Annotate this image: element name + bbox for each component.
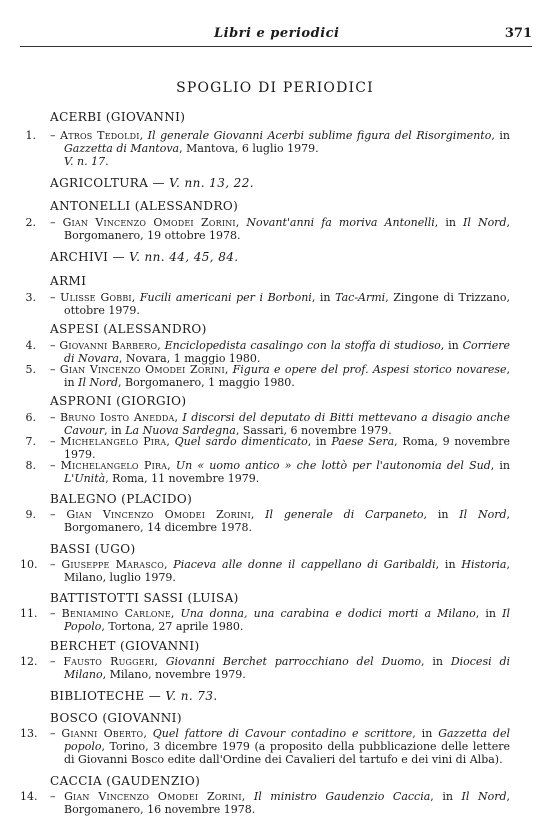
entry-in: , in [475,607,503,620]
entry-in: , in [434,216,464,229]
entry-title: Novant'anni fa moriva Antonelli [246,216,435,229]
entry-journal: Historia [461,558,507,571]
bibliography-entry [20,727,510,766]
entry-title: Fucili americani per i Borboni [139,291,312,304]
entry-author: Michelangelo Pira [60,459,168,472]
entry-in: , in [423,508,460,521]
entry-journal: Il Nord [461,790,507,803]
subject-heading-text: BOSCO (GIOVANNI) [50,711,182,725]
subject-heading [50,542,136,556]
cross-reference: V. n. 73. [165,689,218,703]
entry-journal: Gazzetta di Mantova [64,142,180,155]
entry-author: Gian Vincenzo Omodei Zorini [59,363,225,376]
bibliography-entry [20,459,510,485]
subject-heading [50,176,254,190]
bibliography-entry [20,655,510,681]
entry-author: Gian Vincenzo Omodei Zorini [64,790,242,803]
cross-reference: V. nn. 44, 45, 84. [129,250,239,264]
entry-number: 3. [25,291,36,304]
entry-in: , in [64,363,510,389]
bibliography-entry [20,411,510,437]
header-rule [20,46,532,47]
subject-heading [50,711,182,725]
bibliography-entry [20,291,510,317]
entry-journal: Paese Sera [331,435,395,448]
bibliography-entry [20,558,510,584]
subject-heading [50,774,200,788]
bibliography-entry [20,216,510,242]
entry-author: Bruno Iosto Anedda [59,411,175,424]
cross-reference: V. nn. 13, 22. [169,176,254,190]
subject-heading-text: BIBLIOTECHE — [50,689,166,703]
entry-title: Il generale di Carpaneto [265,508,424,521]
subject-heading-text: ASPESI (ALESSANDRO) [50,322,207,336]
entry-in: , in [440,339,463,352]
entry-in: , in [412,727,439,740]
entry-details: , Borgomanero, 14 dicembre 1978. [64,508,510,534]
entry-journal: Gazzetta del popolo [64,727,511,753]
entry-journal: La Nuova Sardegna [125,424,236,437]
entry-title: Una donna, una carabina e dodici morti a Milano [180,607,476,620]
entry-details: , Roma, 9 novembre 1979. [64,435,511,461]
entry-body: – Atros Tedoldi, Il generale Giovanni Acerbi sublime figura del Risorgimento, in Gazzetta di Mantova, Mantova, 6 luglio 1979. V. n. 17. [50,129,510,168]
subject-heading [50,394,186,408]
bibliography-entry [20,363,510,389]
entry-journal: Il Nord [78,376,119,389]
entry-body: – Giuseppe Marasco, Piaceva alle donne il cappellano di Garibaldi, in Historia, Milano, luglio 1979. [50,558,510,584]
entry-in: , in [491,129,510,142]
entry-title: Il ministro Gaudenzio Caccia [253,790,431,803]
entry-title: Giovanni Berchet parrocchiano del Duomo [165,655,422,668]
entry-details: , Torino, 3 dicembre 1979 (a proposito della pubblicazione delle lettere di Giovanni Bosco edite dall'Ordine dei Cavalieri del tartufo e dei vini di Alba). [64,740,510,766]
entry-body: – Bruno Iosto Anedda, I discorsi del deputato di Bitti mettevano a disagio anche Cavour, in La Nuova Sardegna, Sassari, 6 novembre 1979. [50,411,511,437]
subject-heading-text: BERCHET (GIOVANNI) [50,639,200,653]
entry-in: , in [307,435,332,448]
bibliography-entry [20,607,510,633]
subject-heading-text: ARMI [50,274,87,288]
bibliography-entry [20,129,510,168]
entry-body: – Giovanni Barbero, Enciclopedista casalingo con la stoffa di studioso, in Corriere di Novara, Novara, 1 maggio 1980. [50,339,510,365]
entry-author: Giovanni Barbero [59,339,158,352]
subject-heading-text: ACERBI (GIOVANNI) [50,110,186,124]
entry-body: – Ulisse Gobbi, Fucili americani per i Borboni, in Tac-Armi, Zingone di Trizzano, ottobre 1979. [50,291,511,317]
subject-heading [50,322,207,336]
entry-in: , in [104,424,126,437]
entry-journal: Diocesi di Milano [64,655,511,681]
entry-title: Il generale Giovanni Acerbi sublime figura del Risorgimento [147,129,492,142]
entry-number: 5. [25,363,36,376]
subject-heading [50,639,200,653]
entry-body: – Gian Vincenzo Omodei Zorini, Novant'anni fa moriva Antonelli, in Il Nord, Borgomanero, 19 ottobre 1978. [50,216,510,242]
entry-title: Piaceva alle donne il cappellano di Garibaldi [173,558,436,571]
entry-title: I discorsi del deputato di Bitti mettevano a disagio anche Cavour [64,411,511,437]
entry-title: Figura e opere del prof. Aspesi storico novarese [232,363,507,376]
subject-heading-text: AGRICOLTURA — [50,176,170,190]
entry-details: , Milano, novembre 1979. [102,668,246,681]
entry-title: Quel fattore di Cavour contadino e scrittore [152,727,413,740]
entry-title: Un « uomo antico » che lottò per l'autonomia del Sud [175,459,491,472]
subject-heading [50,689,218,703]
entry-body: – Gian Vincenzo Omodei Zorini, Il ministro Gaudenzio Caccia, in Il Nord, Borgomanero, 16 novembre 1978. [50,790,510,816]
entry-journal: Il Popolo [64,607,510,633]
subject-heading [50,591,239,605]
entry-author: Michelangelo Pira [60,435,167,448]
entry-details: , Sassari, 6 novembre 1979. [235,424,392,437]
subject-heading [50,199,238,213]
entry-title: Enciclopedista casalingo con la stoffa di studioso [164,339,441,352]
entry-in: , in [435,558,462,571]
entry-number: 9. [25,508,36,521]
entry-number: 4. [25,339,36,352]
entry-journal: Il Nord [463,216,507,229]
entry-author: Gianni Oberto [61,727,144,740]
subject-heading-text: BALEGNO (PLACIDO) [50,492,193,506]
entry-title: Quel sardo dimenticato [174,435,308,448]
entry-cross-reference: V. n. 17. [64,155,109,168]
entry-details: , Borgomanero, 19 ottobre 1978. [64,216,510,242]
page-number: 371 [504,26,532,41]
running-title: Libri e periodici [214,26,340,41]
entry-number: 6. [25,411,36,424]
entry-body: – Michelangelo Pira, Quel sardo dimenticato, in Paese Sera, Roma, 9 novembre 1979. [50,435,511,461]
entry-details: , Borgomanero, 1 maggio 1980. [118,376,295,389]
entry-author: Atros Tedoldi [60,129,140,142]
entry-body: – Gian Vincenzo Omodei Zorini, Figura e opere del prof. Aspesi storico novarese, in Il Nord, Borgomanero, 1 maggio 1980. [50,363,510,389]
entry-journal: Il Nord [459,508,507,521]
subject-heading [50,492,192,506]
entry-number: 2. [25,216,36,229]
entry-details: , Novara, 1 maggio 1980. [118,352,261,365]
entry-number: 7. [25,435,36,448]
running-head [16,26,532,44]
entry-details: , Roma, 11 novembre 1979. [105,472,260,485]
entry-author: Ulisse Gobbi [60,291,132,304]
subject-heading-text: CACCIA (GAUDENZIO) [50,774,201,788]
entry-details: , Borgomanero, 16 novembre 1978. [64,790,510,816]
entry-body: – Gianni Oberto, Quel fattore di Cavour contadino e scrittore, in Gazzetta del popolo, Torino, 3 dicembre 1979 (a proposito della pubblicazione delle lettere di Giovanni Bosco edite dall'Ordine dei Cavalieri del tartufo e dei vini di Alba). [50,727,511,766]
entry-details: , Zingone di Trizzano, ottobre 1979. [64,291,511,317]
entry-number: 12. [20,655,38,668]
entry-author: Gian Vincenzo Omodei Zorini [66,508,251,521]
entry-number: 11. [20,607,38,620]
subject-heading-text: ARCHIVI — [50,250,130,264]
entry-body: – Beniamino Carlone, Una donna, una carabina e dodici morti a Milano, in Il Popolo, Tortona, 27 aprile 1980. [50,607,510,633]
entry-number: 8. [25,459,36,472]
entry-number: 10. [20,558,38,571]
entry-in: , in [311,291,336,304]
subject-heading-text: BATTISTOTTI SASSI (LUISA) [50,591,239,605]
subject-heading-text: ANTONELLI (ALESSANDRO) [50,199,239,213]
entry-number: 14. [20,790,38,803]
entry-author: Beniamino Carlone [61,607,171,620]
entry-in: , in [421,655,451,668]
entry-author: Fausto Ruggeri [63,655,155,668]
subject-heading [50,274,86,288]
entry-details: , Mantova, 6 luglio 1979. [179,142,319,155]
bibliography-entry [20,339,510,365]
entry-journal: Tac-Armi [335,291,386,304]
entry-number: 1. [25,129,36,142]
subject-heading [50,110,185,124]
subject-heading [50,250,239,264]
entry-author: Giuseppe Marasco [61,558,164,571]
entry-journal: Corriere di Novara [64,339,510,365]
bibliography-entry [20,435,510,461]
entry-in: , in [490,459,511,472]
entry-in: , in [430,790,462,803]
entry-body: – Fausto Ruggeri, Giovanni Berchet parrocchiano del Duomo, in Diocesi di Milano, Milano, novembre 1979. [50,655,511,681]
subject-heading-text: BASSI (UGO) [50,542,136,556]
entry-journal: L'Unità [64,472,106,485]
subject-heading-text: ASPRONI (GIORGIO) [50,394,187,408]
entry-body: – Michelangelo Pira, Un « uomo antico » che lottò per l'autonomia del Sud, in L'Unità, Roma, 11 novembre 1979. [50,459,511,485]
entry-number: 13. [20,727,38,740]
bibliography-entry [20,790,510,816]
bibliography-entry [20,508,510,534]
entry-author: Gian Vincenzo Omodei Zorini [62,216,236,229]
entry-body: – Gian Vincenzo Omodei Zorini, Il generale di Carpaneto, in Il Nord, Borgomanero, 14 dicembre 1978. [50,508,510,534]
entry-details: , Tortona, 27 aprile 1980. [101,620,244,633]
section-title: SPOGLIO DI PERIODICI [176,80,374,96]
entry-details: , Milano, luglio 1979. [64,558,510,584]
